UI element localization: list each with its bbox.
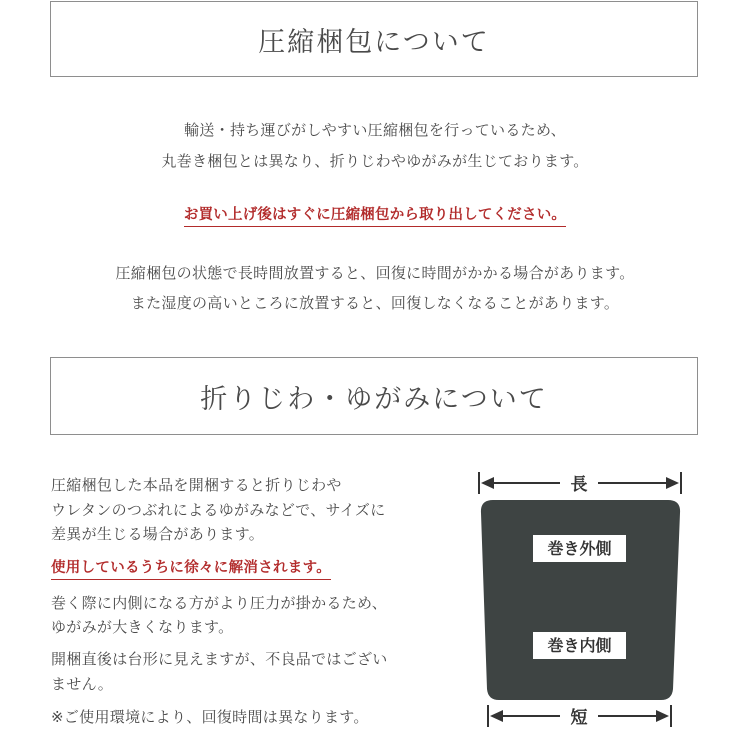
outer-side-label: 巻き外側 [547,539,612,558]
text-line: ゆがみが大きくなります。 [51,618,234,636]
text-line: 圧縮梱包した本品を開梱すると折りじわや [51,476,342,494]
section-title-compression: 圧縮梱包について [258,26,490,58]
bottom-label: 短 [570,708,588,728]
text-line: 開梱直後は台形に見えますが、不良品ではござい [51,650,388,668]
text-line: 巻く際に内側になる方がより圧力が掛かるため、 [51,594,388,612]
text-line: ません。 [51,675,114,693]
note-text: ※ご使用環境により、回復時間は異なります。 [51,708,369,726]
text-line: ウレタンのつぶれによるゆがみなどで、サイズに [51,501,386,519]
text-line: 差異が生じる場合があります。 [51,525,265,543]
top-label: 長 [570,475,588,495]
inner-side-label: 巻き内側 [547,636,612,655]
trapezoid-shape [481,500,680,700]
alert-text: お買い上げ後はすぐに圧縮梱包から取り出してください。 [184,203,566,227]
alert-text: 使用しているうちに徐々に解消されます。 [51,556,331,580]
section-title-wrinkles: 折りじわ・ゆがみについて [200,383,548,415]
text-line: 輸送・持ち運びがしやすい圧縮梱包を行っているため、 [184,121,566,139]
text-line: また湿度の高いところに放置すると、回復しなくなることがあります。 [130,294,620,312]
text-line: 圧縮梱包の状態で長時間放置すると、回復に時間がかかる場合があります。 [115,264,635,282]
text-line: 丸巻き梱包とは異なり、折りじわやゆがみが生じております。 [161,152,589,170]
